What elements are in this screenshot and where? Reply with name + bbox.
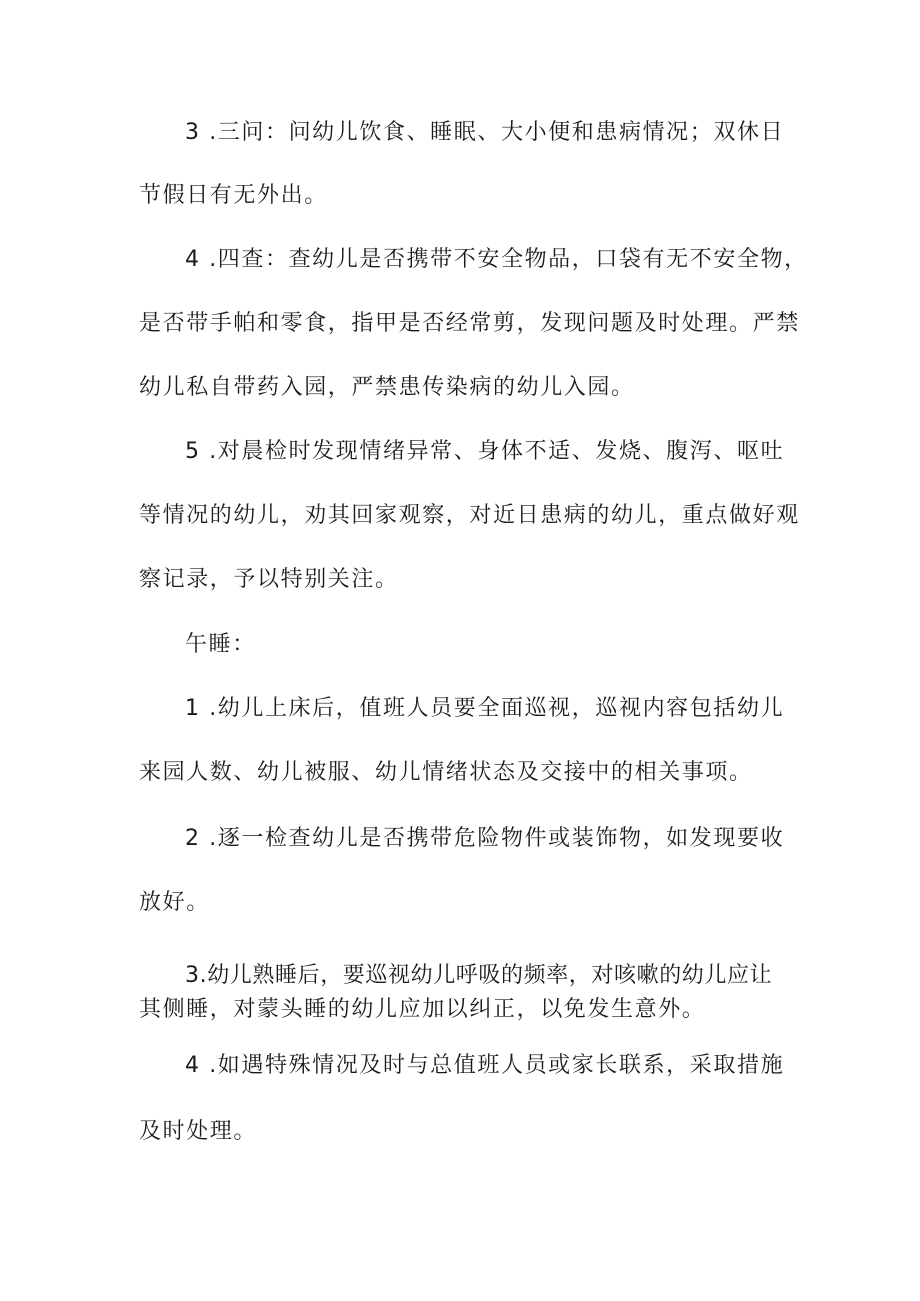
paragraph-4-line-3: 幼儿私自带药入园，严禁患传染病的幼儿入园。 xyxy=(139,375,635,400)
nap-item-3-line-2: 其侧睡，对蒙头睡的幼儿应加以纠正，以免发生意外。 xyxy=(139,997,706,1022)
nap-item-2-line-1: 2 .逐一检查幼儿是否携带危险物件或装饰物，如发现要收 xyxy=(185,826,785,851)
nap-item-4-line-1: 4 .如遇特殊情况及时与总值班人员或家长联系，采取措施 xyxy=(185,1053,785,1078)
paragraph-3-line-1: 3 .三问：问幼儿饮食、睡眠、大小便和患病情况；双休日 xyxy=(185,120,785,145)
paragraph-5-line-1: 5 .对晨检时发现情绪异常、身体不适、发烧、腹泻、呕吐 xyxy=(185,439,785,464)
paragraph-5-line-2: 等情况的幼儿，劝其回家观察，对近日患病的幼儿，重点做好观 xyxy=(139,503,800,528)
section-heading-nap: 午睡： xyxy=(185,632,256,657)
nap-item-1-line-1: 1 .幼儿上床后，值班人员要全面巡视，巡视内容包括幼儿 xyxy=(185,696,785,721)
paragraph-4-line-2: 是否带手帕和零食，指甲是否经常剪，发现问题及时处理。严禁 xyxy=(139,311,800,336)
paragraph-5-line-3: 察记录，予以特别关注。 xyxy=(139,567,399,592)
nap-item-1-line-2: 来园人数、幼儿被服、幼儿情绪状态及交接中的相关事项。 xyxy=(139,760,753,785)
nap-item-4-line-2: 及时处理。 xyxy=(139,1119,258,1144)
paragraph-3-line-2: 节假日有无外出。 xyxy=(139,183,328,208)
nap-item-2-line-2: 放好。 xyxy=(139,890,210,915)
paragraph-4-line-1: 4 .四查：查幼儿是否携带不安全物品，口袋有无不安全物， xyxy=(185,247,808,272)
nap-item-3-line-1: 3.幼儿熟睡后，要巡视幼儿呼吸的频率，对咳嗽的幼儿应让 xyxy=(185,963,773,988)
